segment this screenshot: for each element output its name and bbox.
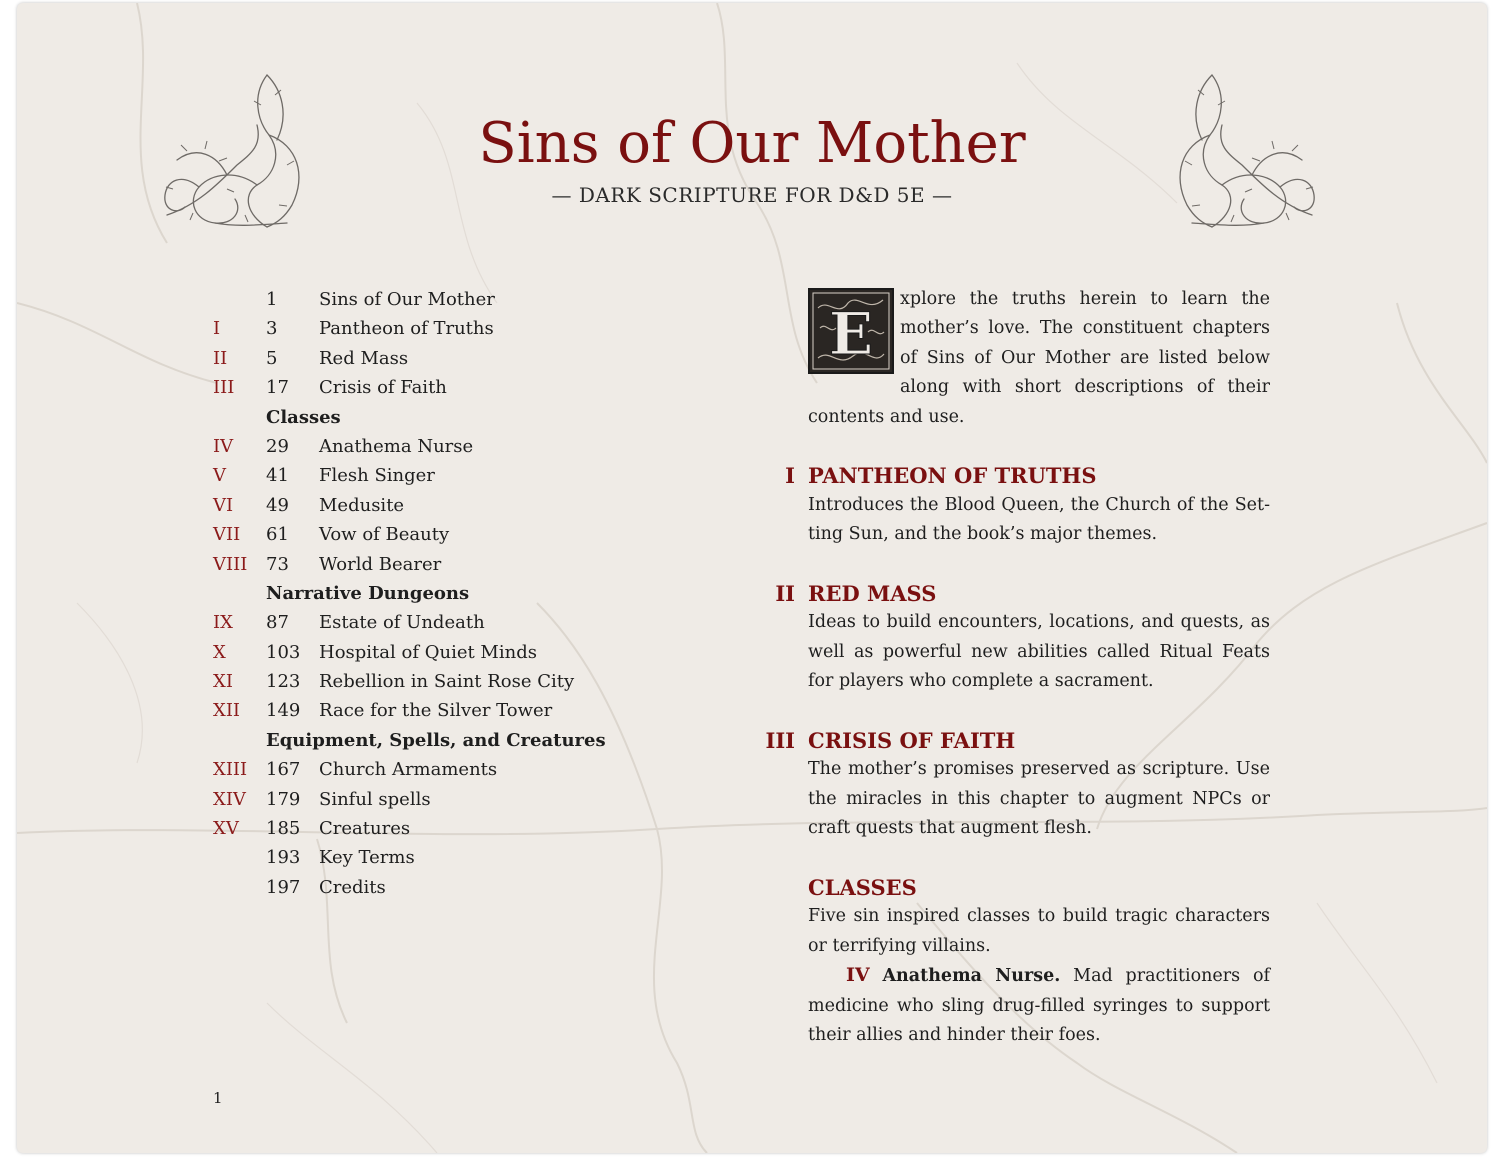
subentry-name: Anathema Nurse. bbox=[882, 966, 1061, 987]
section-heading: CRISIS OF FAITH bbox=[808, 728, 1016, 754]
document-page bbox=[17, 3, 1487, 1153]
section-heading: RED MASS bbox=[808, 581, 937, 607]
chapter-section bbox=[765, 726, 1270, 844]
toc-entry-title: World Bearer bbox=[319, 553, 442, 575]
toc-page-number: 29 bbox=[266, 435, 289, 457]
toc-entry-title: Race for the Silver Tower bbox=[319, 700, 553, 722]
toc-chapter-number: XIII bbox=[213, 759, 248, 781]
section-number: I bbox=[785, 463, 795, 489]
toc-entry-title: Hospital of Quiet Minds bbox=[319, 641, 537, 663]
toc-entry-title: Credits bbox=[319, 876, 386, 898]
toc-chapter-number: VII bbox=[213, 524, 241, 546]
page-title: Sins of Our Mother bbox=[478, 111, 1026, 176]
toc-chapter-number: IX bbox=[213, 612, 233, 634]
toc-entry-title: Estate of Undeath bbox=[319, 612, 485, 634]
section-description: Introduces the Blood Queen, the Church of the Setting Sun, and the book’s major themes. bbox=[808, 494, 1270, 545]
toc-page-number: 123 bbox=[266, 671, 301, 693]
toc-heading-label: Classes bbox=[266, 406, 341, 428]
toc-chapter-number: I bbox=[213, 318, 221, 340]
section-heading: CLASSES bbox=[808, 875, 917, 901]
toc-entry-title: Pantheon of Truths bbox=[319, 318, 494, 340]
chapter-section bbox=[785, 461, 1270, 549]
illuminated-letter-icon bbox=[808, 288, 894, 374]
toc-page-number: 3 bbox=[266, 318, 278, 340]
toc-entry-title: Creatures bbox=[319, 818, 411, 840]
intro-paragraph bbox=[808, 285, 1270, 432]
toc-chapter-number: X bbox=[213, 641, 226, 663]
toc-chapter-number: III bbox=[213, 377, 235, 399]
toc-chapter-number: XV bbox=[213, 818, 239, 840]
subentry-text: Mad practitioners of medicine who sling drug-filled syringes to support their allies and hinder their foes. bbox=[808, 966, 1270, 1046]
intro-text: xplore the truths herein to learn the mother’s love. The constituent chapters of Sins of Our Mother are listed below along with short descriptions of their contents and use. bbox=[808, 289, 1270, 427]
section-description: Five sin inspired classes to build tragic characters or terrifying villains. bbox=[808, 906, 1270, 956]
dropcap-letter: E bbox=[828, 300, 874, 368]
toc-entry-title: Crisis of Faith bbox=[319, 377, 447, 399]
section-heading: PANTHEON OF TRUTHS bbox=[808, 463, 1097, 489]
toc-entry-title: Sins of Our Mother bbox=[319, 289, 495, 310]
subentry-anathema-nurse bbox=[808, 961, 1270, 1050]
toc-page-number: 179 bbox=[266, 788, 301, 810]
toc-page-number: 149 bbox=[266, 700, 301, 722]
toc-page-number: 73 bbox=[266, 553, 289, 575]
toc-page-number: 193 bbox=[266, 847, 301, 869]
chapter-section bbox=[775, 579, 1270, 697]
toc-chapter-number: XIV bbox=[213, 788, 246, 810]
toc-chapter-number: XI bbox=[213, 671, 233, 693]
toc-page-number: 103 bbox=[266, 641, 301, 663]
toc-chapter-number: IV bbox=[213, 435, 234, 457]
toc-entry-title: Anathema Nurse bbox=[319, 435, 474, 457]
page-subtitle: — DARK SCRIPTURE FOR D&D 5E — bbox=[551, 183, 953, 207]
toc-chapter-number: VI bbox=[213, 494, 234, 516]
chapter-section bbox=[808, 873, 1270, 961]
toc-page-number: 1 bbox=[266, 289, 278, 310]
toc-chapter-number: II bbox=[213, 347, 228, 369]
toc-page-number: 61 bbox=[266, 524, 289, 546]
toc-entry-title: Church Armaments bbox=[319, 759, 498, 781]
toc-page-number: 17 bbox=[266, 377, 289, 399]
toc-page-number: 197 bbox=[266, 876, 301, 898]
toc-chapter-number: XII bbox=[213, 700, 241, 722]
toc-entry-title: Red Mass bbox=[319, 347, 409, 369]
toc-page-number: 185 bbox=[266, 818, 301, 840]
toc-page-number: 41 bbox=[266, 465, 289, 487]
toc-entry-title: Medusite bbox=[319, 494, 405, 516]
toc-entry-title: Vow of Beauty bbox=[319, 524, 450, 546]
subentry-number: IV bbox=[846, 964, 870, 987]
toc-chapter-number: VIII bbox=[213, 553, 248, 575]
toc-heading-label: Narrative Dungeons bbox=[266, 582, 470, 604]
toc-page-number: 87 bbox=[266, 612, 289, 634]
section-description: The mother’s promises preserved as scripture. Use the miracles in this chapter to augment NPCs or craft quests that augment flesh. bbox=[808, 759, 1270, 839]
section-number: II bbox=[775, 581, 795, 607]
toc-heading-label: Equipment, Spells, and Creatures bbox=[266, 729, 606, 751]
toc-entry-title: Flesh Singer bbox=[319, 465, 435, 487]
toc-chapter-number: V bbox=[213, 465, 226, 487]
section-number: III bbox=[765, 728, 795, 754]
toc-entry-title: Sinful spells bbox=[319, 788, 431, 810]
page-number: 1 bbox=[213, 1089, 223, 1107]
toc-page-number: 49 bbox=[266, 494, 289, 516]
toc-page-number: 167 bbox=[266, 759, 301, 781]
toc-page-number: 5 bbox=[266, 347, 278, 369]
chapter-overview bbox=[765, 285, 1270, 1051]
toc-entry-title: Key Terms bbox=[319, 847, 415, 869]
toc-entry-title: Rebellion in Saint Rose City bbox=[319, 671, 575, 693]
section-description: Ideas to build encounters, locations, and quests, as well as powerful new abilities called Ritual Feats for players who complete a sacrament. bbox=[808, 612, 1270, 692]
